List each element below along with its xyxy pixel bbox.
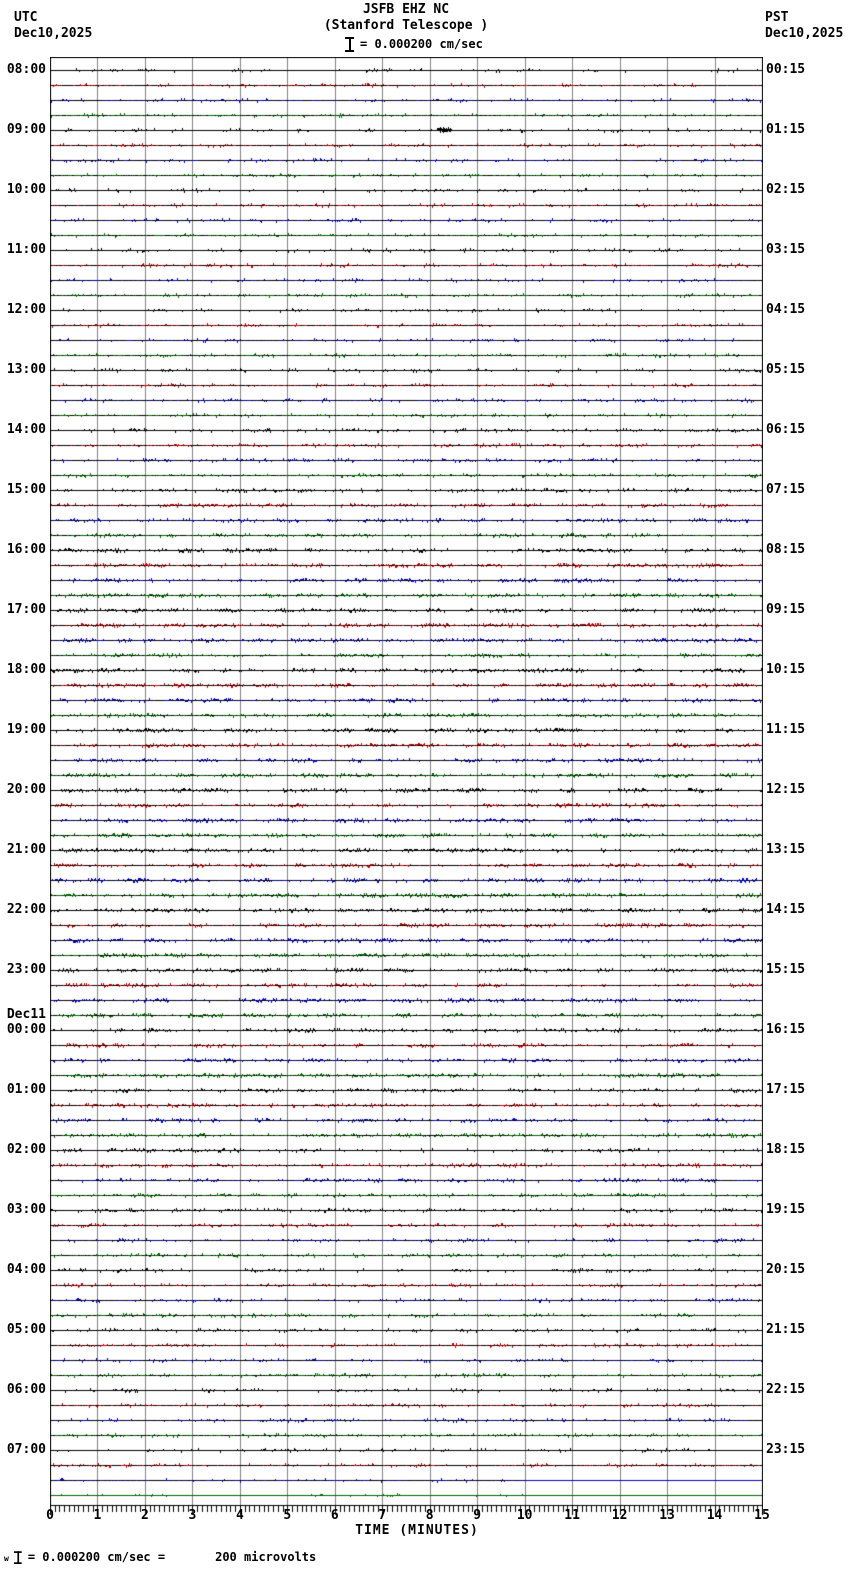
station-subtitle: (Stanford Telescope ) [323, 18, 489, 33]
utc-hour-label: 06:00 [6, 1382, 46, 1397]
utc-hour-label: 22:00 [6, 902, 46, 917]
utc-timezone-label: UTC [14, 10, 38, 25]
x-axis-tick-label: 6 [330, 1508, 339, 1523]
pst-date-label: Dec10,2025 [765, 26, 844, 41]
seismogram-canvas [50, 57, 763, 1517]
utc-hour-label: 14:00 [6, 422, 46, 437]
pst-header [765, 10, 843, 42]
x-axis-tick-label: 3 [188, 1508, 197, 1523]
utc-hour-label: 04:00 [6, 1262, 46, 1277]
utc-date-change-label: Dec11 [6, 1007, 46, 1022]
x-axis-tick-label: 7 [378, 1508, 387, 1523]
x-axis-tick-label: 2 [141, 1508, 149, 1523]
x-axis-tick-label: 10 [516, 1508, 533, 1523]
utc-hour-label: 10:00 [6, 182, 46, 197]
utc-hour-label: 03:00 [6, 1202, 46, 1217]
title-block [50, 2, 762, 34]
utc-hour-label: 20:00 [6, 782, 46, 797]
pst-hour-label: 14:15 [766, 902, 806, 917]
pst-hour-label: 01:15 [766, 122, 806, 137]
x-axis-tick-label: 9 [473, 1508, 482, 1523]
pst-hour-label: 19:15 [766, 1202, 806, 1217]
pst-hour-label: 13:15 [766, 842, 806, 857]
pst-hour-label: 21:15 [766, 1322, 806, 1337]
x-axis-tick-label: 8 [425, 1508, 434, 1523]
utc-hour-label: 19:00 [6, 722, 46, 737]
x-axis-tick-label: 1 [93, 1508, 102, 1523]
pst-hour-label: 07:15 [766, 482, 806, 497]
utc-hour-label: 01:00 [6, 1082, 46, 1097]
scale-bar-icon [345, 37, 354, 52]
pst-hour-label: 23:15 [766, 1442, 806, 1457]
utc-hour-label: 00:00 [6, 1022, 46, 1037]
pst-hour-label: 22:15 [766, 1382, 806, 1397]
x-axis-title: TIME (MINUTES) [355, 1523, 479, 1538]
utc-hour-label: 15:00 [6, 482, 46, 497]
pst-hour-label: 03:15 [766, 242, 806, 257]
footer-scale-bar-icon [14, 1551, 22, 1564]
pst-hour-label: 18:15 [766, 1142, 806, 1157]
x-axis-tick-label: 0 [46, 1508, 54, 1523]
pst-hour-label: 09:15 [766, 602, 806, 617]
x-axis-tick-label: 12 [611, 1508, 628, 1523]
x-axis-tick-label: 13 [659, 1508, 675, 1523]
pst-hour-label: 17:15 [766, 1082, 806, 1097]
footer-scale-value: 200 microvolts [215, 1550, 317, 1564]
x-axis-tick-label: 14 [706, 1508, 723, 1523]
station-title: JSFB EHZ NC [362, 2, 450, 17]
pst-hour-label: 10:15 [766, 662, 806, 677]
pst-hour-label: 20:15 [766, 1262, 806, 1277]
utc-hour-label: 07:00 [6, 1442, 46, 1457]
scale-text: = 0.000200 cm/sec [360, 37, 483, 51]
utc-hour-label: 02:00 [6, 1142, 46, 1157]
utc-hour-label: 08:00 [6, 62, 46, 77]
utc-hour-label: 09:00 [6, 122, 46, 137]
footer-scale-note [4, 1548, 316, 1564]
pst-hour-label: 05:15 [766, 362, 806, 377]
pst-hour-label: 06:15 [766, 422, 806, 437]
x-axis-tick-label: 4 [235, 1508, 244, 1523]
utc-hour-label: 18:00 [6, 662, 46, 677]
pst-hour-label: 15:15 [766, 962, 806, 977]
pst-hour-label: 02:15 [766, 182, 806, 197]
x-axis-tick-label: 15 [754, 1508, 770, 1523]
utc-hour-label: 12:00 [6, 302, 46, 317]
utc-hour-label: 17:00 [6, 602, 46, 617]
x-axis-tick-label: 5 [283, 1508, 292, 1523]
utc-date-label: Dec10,2025 [14, 26, 93, 41]
footer-scale-equals: = 0.000200 cm/sec = [27, 1550, 166, 1564]
x-axis-tick-label: 11 [564, 1508, 580, 1523]
pst-hour-label: 16:15 [766, 1022, 806, 1037]
utc-hour-label: 21:00 [6, 842, 46, 857]
footer-prefix: w [4, 1554, 9, 1563]
utc-hour-label: 13:00 [6, 362, 46, 377]
pst-hour-label: 00:15 [766, 62, 806, 77]
utc-hour-label: 16:00 [6, 542, 46, 557]
amplitude-scale [345, 36, 483, 52]
pst-hour-label: 11:15 [766, 722, 806, 737]
pst-hour-label: 12:15 [766, 782, 806, 797]
utc-hour-label: 23:00 [6, 962, 46, 977]
pst-hour-label: 04:15 [766, 302, 806, 317]
utc-hour-label: 11:00 [6, 242, 46, 257]
utc-hour-label: 05:00 [6, 1322, 46, 1337]
pst-timezone-label: PST [765, 10, 789, 25]
pst-hour-label: 08:15 [766, 542, 806, 557]
